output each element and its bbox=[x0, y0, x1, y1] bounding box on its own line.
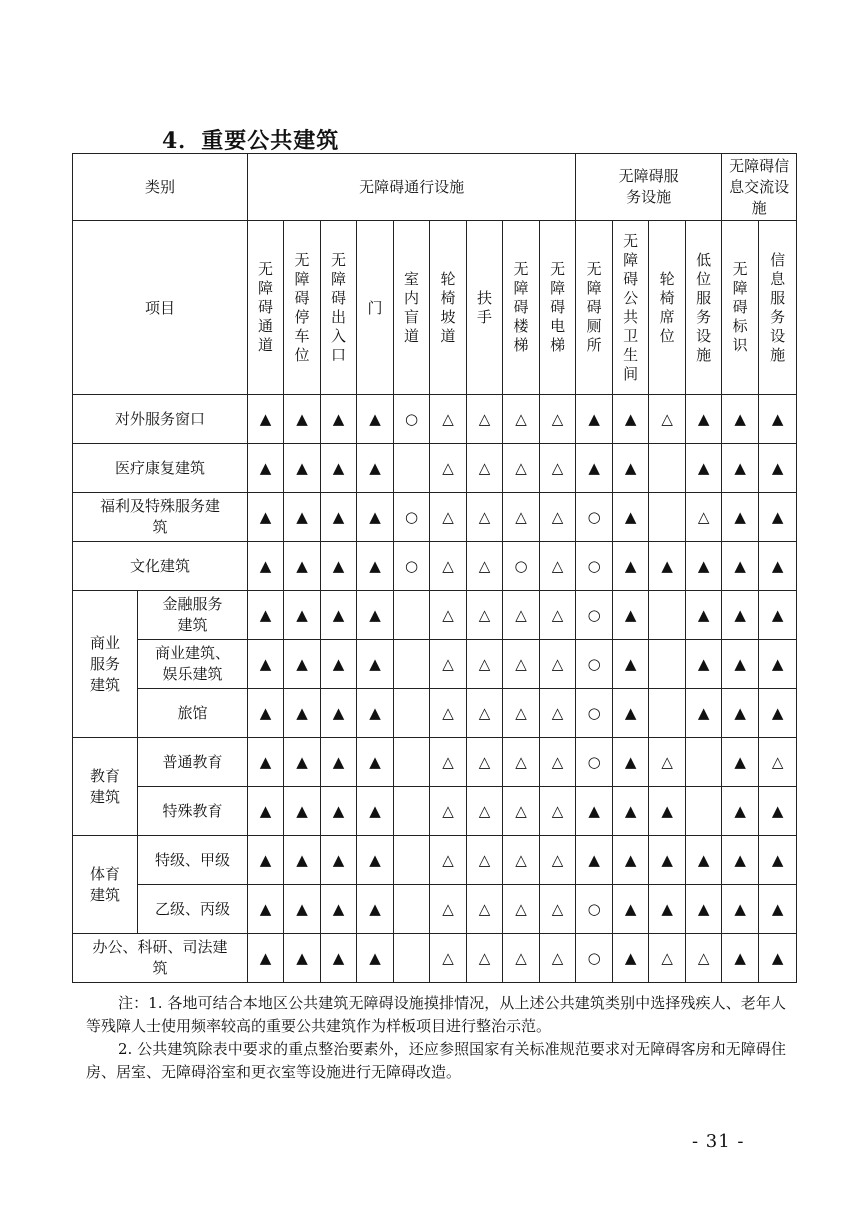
row-label-text: 商业建筑、娱乐建筑 bbox=[154, 644, 230, 683]
requirement-cell: ▲ bbox=[613, 640, 649, 689]
requirement-cell: ▲ bbox=[321, 934, 357, 983]
requirement-cell: ▲ bbox=[759, 934, 797, 983]
row-label bbox=[138, 591, 248, 640]
column-header-text: 无障碍厕所 bbox=[586, 260, 602, 354]
table-row bbox=[73, 493, 797, 542]
row-label bbox=[138, 787, 248, 836]
requirement-cell: △ bbox=[430, 444, 467, 493]
requirement-cell: ▲ bbox=[722, 444, 759, 493]
requirement-cell: △ bbox=[649, 395, 686, 444]
requirement-cell: ▲ bbox=[321, 591, 357, 640]
requirement-cell: ▲ bbox=[722, 885, 759, 934]
requirement-cell: △ bbox=[540, 787, 576, 836]
requirement-cell: ▲ bbox=[357, 542, 394, 591]
requirement-cell: △ bbox=[503, 885, 540, 934]
requirement-cell bbox=[649, 591, 686, 640]
column-header bbox=[759, 221, 797, 395]
requirement-cell bbox=[394, 689, 430, 738]
table-row bbox=[73, 591, 797, 640]
requirement-cell: ▲ bbox=[722, 591, 759, 640]
requirement-cell: △ bbox=[430, 738, 467, 787]
row-label bbox=[73, 444, 248, 493]
requirement-cell: ▲ bbox=[576, 395, 613, 444]
row-label-text: 对外服务窗口 bbox=[115, 409, 206, 428]
column-header bbox=[248, 221, 284, 395]
requirement-cell: ▲ bbox=[321, 640, 357, 689]
row-label-text: 特级、甲级 bbox=[155, 850, 231, 869]
requirement-cell: ▲ bbox=[357, 836, 394, 885]
requirement-cell: △ bbox=[540, 689, 576, 738]
requirement-cell: △ bbox=[503, 640, 540, 689]
requirement-cell: ▲ bbox=[248, 689, 284, 738]
requirement-cell: △ bbox=[540, 395, 576, 444]
requirement-cell: ▲ bbox=[722, 689, 759, 738]
requirement-cell: △ bbox=[467, 640, 503, 689]
column-header bbox=[722, 221, 759, 395]
requirement-cell: △ bbox=[503, 738, 540, 787]
requirement-cell: △ bbox=[467, 444, 503, 493]
column-header bbox=[686, 221, 722, 395]
requirement-cell: △ bbox=[540, 640, 576, 689]
requirement-cell: ▲ bbox=[686, 836, 722, 885]
requirement-cell: ▲ bbox=[284, 885, 321, 934]
requirement-cell bbox=[394, 738, 430, 787]
requirement-cell: △ bbox=[430, 542, 467, 591]
row-label-text: 普通教育 bbox=[162, 752, 223, 771]
requirement-cell: ○ bbox=[576, 640, 613, 689]
table-row bbox=[73, 542, 797, 591]
requirement-cell bbox=[649, 689, 686, 738]
row-label-text: 金融服务建筑 bbox=[162, 595, 223, 634]
requirement-cell: ▲ bbox=[722, 395, 759, 444]
requirement-cell: ▲ bbox=[248, 787, 284, 836]
requirement-cell: ▲ bbox=[576, 836, 613, 885]
row-label bbox=[73, 934, 248, 983]
requirement-cell: ▲ bbox=[357, 640, 394, 689]
row-group-text: 商业服务建筑 bbox=[89, 633, 120, 694]
header-group-access: 无障碍通行设施 bbox=[248, 154, 576, 221]
row-group-label bbox=[73, 836, 138, 934]
table-row bbox=[73, 934, 797, 983]
requirement-cell: ▲ bbox=[686, 885, 722, 934]
requirement-cell: ▲ bbox=[649, 542, 686, 591]
requirement-cell: ▲ bbox=[613, 934, 649, 983]
requirement-cell: ▲ bbox=[686, 542, 722, 591]
requirement-cell: △ bbox=[649, 934, 686, 983]
requirement-cell: ▲ bbox=[321, 689, 357, 738]
requirement-cell: ▲ bbox=[248, 444, 284, 493]
requirement-cell: ○ bbox=[576, 738, 613, 787]
requirement-cell: △ bbox=[467, 542, 503, 591]
column-header bbox=[394, 221, 430, 395]
requirement-cell: △ bbox=[503, 591, 540, 640]
requirement-cell bbox=[394, 836, 430, 885]
requirement-cell: ▲ bbox=[722, 738, 759, 787]
facility-table bbox=[72, 153, 797, 983]
requirement-cell: ▲ bbox=[613, 787, 649, 836]
table-row bbox=[73, 640, 797, 689]
requirement-cell: ▲ bbox=[613, 395, 649, 444]
column-header-text: 轮椅席位 bbox=[659, 269, 675, 345]
requirement-cell: ○ bbox=[576, 934, 613, 983]
requirement-cell: ▲ bbox=[686, 395, 722, 444]
requirement-cell: ▲ bbox=[248, 591, 284, 640]
requirement-cell: ▲ bbox=[284, 689, 321, 738]
requirement-cell: ○ bbox=[576, 542, 613, 591]
requirement-cell: ▲ bbox=[321, 395, 357, 444]
requirement-cell bbox=[649, 493, 686, 542]
requirement-cell: ▲ bbox=[284, 934, 321, 983]
requirement-cell: △ bbox=[686, 934, 722, 983]
requirement-cell bbox=[394, 885, 430, 934]
requirement-cell: △ bbox=[540, 591, 576, 640]
requirement-cell: △ bbox=[430, 395, 467, 444]
requirement-cell: ▲ bbox=[284, 640, 321, 689]
requirement-cell: ▲ bbox=[613, 591, 649, 640]
requirement-cell: ○ bbox=[394, 542, 430, 591]
requirement-cell: △ bbox=[503, 934, 540, 983]
row-label-text: 乙级、丙级 bbox=[155, 899, 231, 918]
column-header-text: 扶手 bbox=[477, 288, 493, 326]
requirement-cell: ▲ bbox=[613, 885, 649, 934]
requirement-cell: △ bbox=[540, 738, 576, 787]
header-project: 项目 bbox=[73, 221, 248, 395]
requirement-cell: ▲ bbox=[759, 444, 797, 493]
requirement-cell: △ bbox=[503, 836, 540, 885]
row-group-label bbox=[73, 738, 138, 836]
requirement-cell: ▲ bbox=[284, 444, 321, 493]
table-row bbox=[73, 395, 797, 444]
requirement-cell: ▲ bbox=[576, 787, 613, 836]
column-header-text: 轮椅坡道 bbox=[440, 269, 456, 345]
column-header-text: 无障碍楼梯 bbox=[513, 260, 529, 354]
requirement-cell: ▲ bbox=[321, 836, 357, 885]
requirement-cell: ▲ bbox=[686, 640, 722, 689]
row-label-text: 福利及特殊服务建筑 bbox=[99, 497, 220, 536]
requirement-cell: △ bbox=[503, 444, 540, 493]
requirement-cell: ▲ bbox=[321, 493, 357, 542]
requirement-cell bbox=[394, 934, 430, 983]
requirement-cell: ▲ bbox=[284, 836, 321, 885]
requirement-cell: ▲ bbox=[248, 493, 284, 542]
requirement-cell: △ bbox=[503, 395, 540, 444]
requirement-cell: ▲ bbox=[759, 493, 797, 542]
requirement-cell: ▲ bbox=[284, 542, 321, 591]
requirement-cell: △ bbox=[540, 934, 576, 983]
requirement-cell bbox=[394, 787, 430, 836]
header-group-row bbox=[73, 154, 797, 221]
requirement-cell: ▲ bbox=[686, 591, 722, 640]
requirement-cell: ▲ bbox=[357, 738, 394, 787]
requirement-cell: ▲ bbox=[321, 542, 357, 591]
requirement-cell: ▲ bbox=[759, 885, 797, 934]
requirement-cell: ▲ bbox=[722, 493, 759, 542]
note-2: 2. 公共建筑除表中要求的重点整治要素外，还应参照国家有关标准规范要求对无障碍客房和无障碍住房、居室、无障碍浴室和更衣室等设施进行无障碍改造。 bbox=[86, 1040, 786, 1081]
requirement-cell: △ bbox=[540, 444, 576, 493]
row-label bbox=[138, 689, 248, 738]
requirement-cell: △ bbox=[430, 689, 467, 738]
row-label bbox=[138, 738, 248, 787]
requirement-cell: ▲ bbox=[248, 542, 284, 591]
row-label-text: 办公、科研、司法建筑 bbox=[92, 938, 228, 977]
column-header-text: 低位服务设施 bbox=[696, 250, 712, 364]
row-label-text: 医疗康复建筑 bbox=[115, 458, 206, 477]
requirement-cell: △ bbox=[467, 493, 503, 542]
row-group-label bbox=[73, 591, 138, 738]
table-row bbox=[73, 787, 797, 836]
requirement-cell: ▲ bbox=[357, 395, 394, 444]
requirement-cell: ▲ bbox=[284, 738, 321, 787]
header-group-service bbox=[576, 154, 722, 221]
requirement-cell: ▲ bbox=[613, 542, 649, 591]
header-category: 类别 bbox=[73, 154, 248, 221]
requirement-cell: △ bbox=[467, 689, 503, 738]
requirement-cell: ○ bbox=[576, 885, 613, 934]
requirement-cell: ▲ bbox=[248, 885, 284, 934]
column-header bbox=[540, 221, 576, 395]
column-header bbox=[613, 221, 649, 395]
requirement-cell: ▲ bbox=[722, 836, 759, 885]
requirement-cell: △ bbox=[467, 591, 503, 640]
requirement-cell: ▲ bbox=[284, 591, 321, 640]
requirement-cell: △ bbox=[430, 591, 467, 640]
notes bbox=[86, 992, 786, 1084]
requirement-cell: ▲ bbox=[357, 493, 394, 542]
requirement-cell: ▲ bbox=[759, 542, 797, 591]
note-1: 注：1. 各地可结合本地区公共建筑无障碍设施摸排情况，从上述公共建筑类别中选择残疾人、老年人等残障人士使用频率较高的重要公共建筑作为样板项目进行整治示范。 bbox=[86, 994, 786, 1035]
header-group-info-text: 无障碍信息交流设施 bbox=[729, 156, 790, 217]
column-header bbox=[357, 221, 394, 395]
requirement-cell: ▲ bbox=[284, 395, 321, 444]
requirement-cell: ▲ bbox=[649, 836, 686, 885]
table-row bbox=[73, 689, 797, 738]
requirement-cell: ▲ bbox=[357, 934, 394, 983]
requirement-cell: △ bbox=[430, 836, 467, 885]
header-group-service-text: 无障碍服务设施 bbox=[618, 167, 679, 206]
row-label-text: 文化建筑 bbox=[130, 556, 191, 575]
requirement-cell bbox=[686, 787, 722, 836]
requirement-cell: △ bbox=[467, 787, 503, 836]
requirement-cell: ▲ bbox=[357, 689, 394, 738]
requirement-cell: ▲ bbox=[357, 787, 394, 836]
requirement-cell: △ bbox=[540, 885, 576, 934]
requirement-cell: ▲ bbox=[613, 493, 649, 542]
requirement-cell: ▲ bbox=[722, 640, 759, 689]
requirement-cell: ▲ bbox=[649, 885, 686, 934]
requirement-cell: ▲ bbox=[759, 640, 797, 689]
row-label bbox=[73, 542, 248, 591]
requirement-cell: ○ bbox=[394, 395, 430, 444]
requirement-cell: △ bbox=[540, 542, 576, 591]
column-header bbox=[576, 221, 613, 395]
requirement-cell: ▲ bbox=[284, 493, 321, 542]
column-header bbox=[503, 221, 540, 395]
requirement-cell: △ bbox=[649, 738, 686, 787]
requirement-cell: ▲ bbox=[613, 738, 649, 787]
requirement-cell: △ bbox=[430, 787, 467, 836]
row-group-text: 体育建筑 bbox=[89, 864, 120, 904]
column-header-text: 室内盲道 bbox=[404, 269, 420, 345]
row-label-text: 特殊教育 bbox=[162, 801, 223, 820]
column-header-text: 无障碍标识 bbox=[732, 260, 748, 354]
requirement-cell: △ bbox=[467, 738, 503, 787]
row-label bbox=[73, 493, 248, 542]
requirement-cell: ▲ bbox=[248, 836, 284, 885]
requirement-cell: △ bbox=[430, 640, 467, 689]
requirement-cell: ○ bbox=[576, 493, 613, 542]
column-header bbox=[321, 221, 357, 395]
requirement-cell: ▲ bbox=[248, 738, 284, 787]
requirement-cell: ▲ bbox=[722, 787, 759, 836]
requirement-cell bbox=[394, 591, 430, 640]
requirement-cell bbox=[394, 444, 430, 493]
row-label bbox=[138, 885, 248, 934]
requirement-cell bbox=[394, 640, 430, 689]
column-header-text: 无障碍停车位 bbox=[294, 250, 310, 364]
requirement-cell: ▲ bbox=[357, 885, 394, 934]
requirement-cell: △ bbox=[430, 493, 467, 542]
requirement-cell: ▲ bbox=[759, 836, 797, 885]
requirement-cell: △ bbox=[759, 738, 797, 787]
requirement-cell: ▲ bbox=[321, 738, 357, 787]
row-label bbox=[138, 640, 248, 689]
column-header bbox=[467, 221, 503, 395]
requirement-cell: ▲ bbox=[284, 787, 321, 836]
column-header bbox=[284, 221, 321, 395]
requirement-cell: ▲ bbox=[248, 934, 284, 983]
requirement-cell: ▲ bbox=[686, 444, 722, 493]
requirement-cell: ▲ bbox=[759, 787, 797, 836]
row-label bbox=[138, 836, 248, 885]
requirement-cell: ○ bbox=[394, 493, 430, 542]
requirement-cell: △ bbox=[467, 885, 503, 934]
requirement-cell: ▲ bbox=[248, 395, 284, 444]
header-group-info bbox=[722, 154, 797, 221]
requirement-cell: ▲ bbox=[357, 591, 394, 640]
requirement-cell: ▲ bbox=[759, 591, 797, 640]
requirement-cell bbox=[649, 640, 686, 689]
requirement-cell: ○ bbox=[576, 591, 613, 640]
requirement-cell: ○ bbox=[576, 689, 613, 738]
requirement-cell: ▲ bbox=[722, 542, 759, 591]
column-header-text: 无障碍公共卫生间 bbox=[623, 231, 639, 383]
requirement-cell: △ bbox=[467, 934, 503, 983]
table-row bbox=[73, 444, 797, 493]
requirement-cell: ▲ bbox=[759, 395, 797, 444]
requirement-cell: △ bbox=[467, 836, 503, 885]
requirement-cell: ▲ bbox=[613, 836, 649, 885]
column-header-text: 无障碍通道 bbox=[258, 260, 274, 354]
column-header bbox=[649, 221, 686, 395]
column-header-text: 无障碍电梯 bbox=[550, 260, 566, 354]
requirement-cell: ▲ bbox=[248, 640, 284, 689]
requirement-cell bbox=[686, 738, 722, 787]
requirement-cell: △ bbox=[430, 885, 467, 934]
requirement-cell: ▲ bbox=[357, 444, 394, 493]
requirement-cell: △ bbox=[540, 836, 576, 885]
requirement-cell: ▲ bbox=[321, 444, 357, 493]
column-header bbox=[430, 221, 467, 395]
requirement-cell: △ bbox=[503, 787, 540, 836]
requirement-cell: ▲ bbox=[649, 787, 686, 836]
requirement-cell: ○ bbox=[503, 542, 540, 591]
page-number: - 31 - bbox=[692, 1131, 745, 1152]
requirement-cell: ▲ bbox=[722, 934, 759, 983]
requirement-cell: ▲ bbox=[321, 787, 357, 836]
requirement-cell: △ bbox=[540, 493, 576, 542]
requirement-cell: ▲ bbox=[576, 444, 613, 493]
requirement-cell: △ bbox=[503, 493, 540, 542]
requirement-cell: △ bbox=[503, 689, 540, 738]
column-header-text: 信息服务设施 bbox=[770, 250, 786, 364]
requirement-cell: ▲ bbox=[686, 689, 722, 738]
table-row bbox=[73, 836, 797, 885]
header-column-row bbox=[73, 221, 797, 395]
row-group-text: 教育建筑 bbox=[89, 766, 120, 806]
requirement-cell bbox=[649, 444, 686, 493]
requirement-cell: ▲ bbox=[759, 689, 797, 738]
row-label bbox=[73, 395, 248, 444]
requirement-cell: ▲ bbox=[613, 689, 649, 738]
table-row bbox=[73, 738, 797, 787]
requirement-cell: △ bbox=[467, 395, 503, 444]
requirement-cell: ▲ bbox=[613, 444, 649, 493]
column-header-text: 无障碍出入口 bbox=[331, 250, 347, 364]
requirement-cell: △ bbox=[686, 493, 722, 542]
table-row bbox=[73, 885, 797, 934]
section-title: 4．重要公共建筑 bbox=[162, 128, 340, 154]
column-header-text: 门 bbox=[367, 298, 383, 317]
requirement-cell: △ bbox=[430, 934, 467, 983]
row-label-text: 旅馆 bbox=[177, 703, 208, 722]
requirement-cell: ▲ bbox=[321, 885, 357, 934]
